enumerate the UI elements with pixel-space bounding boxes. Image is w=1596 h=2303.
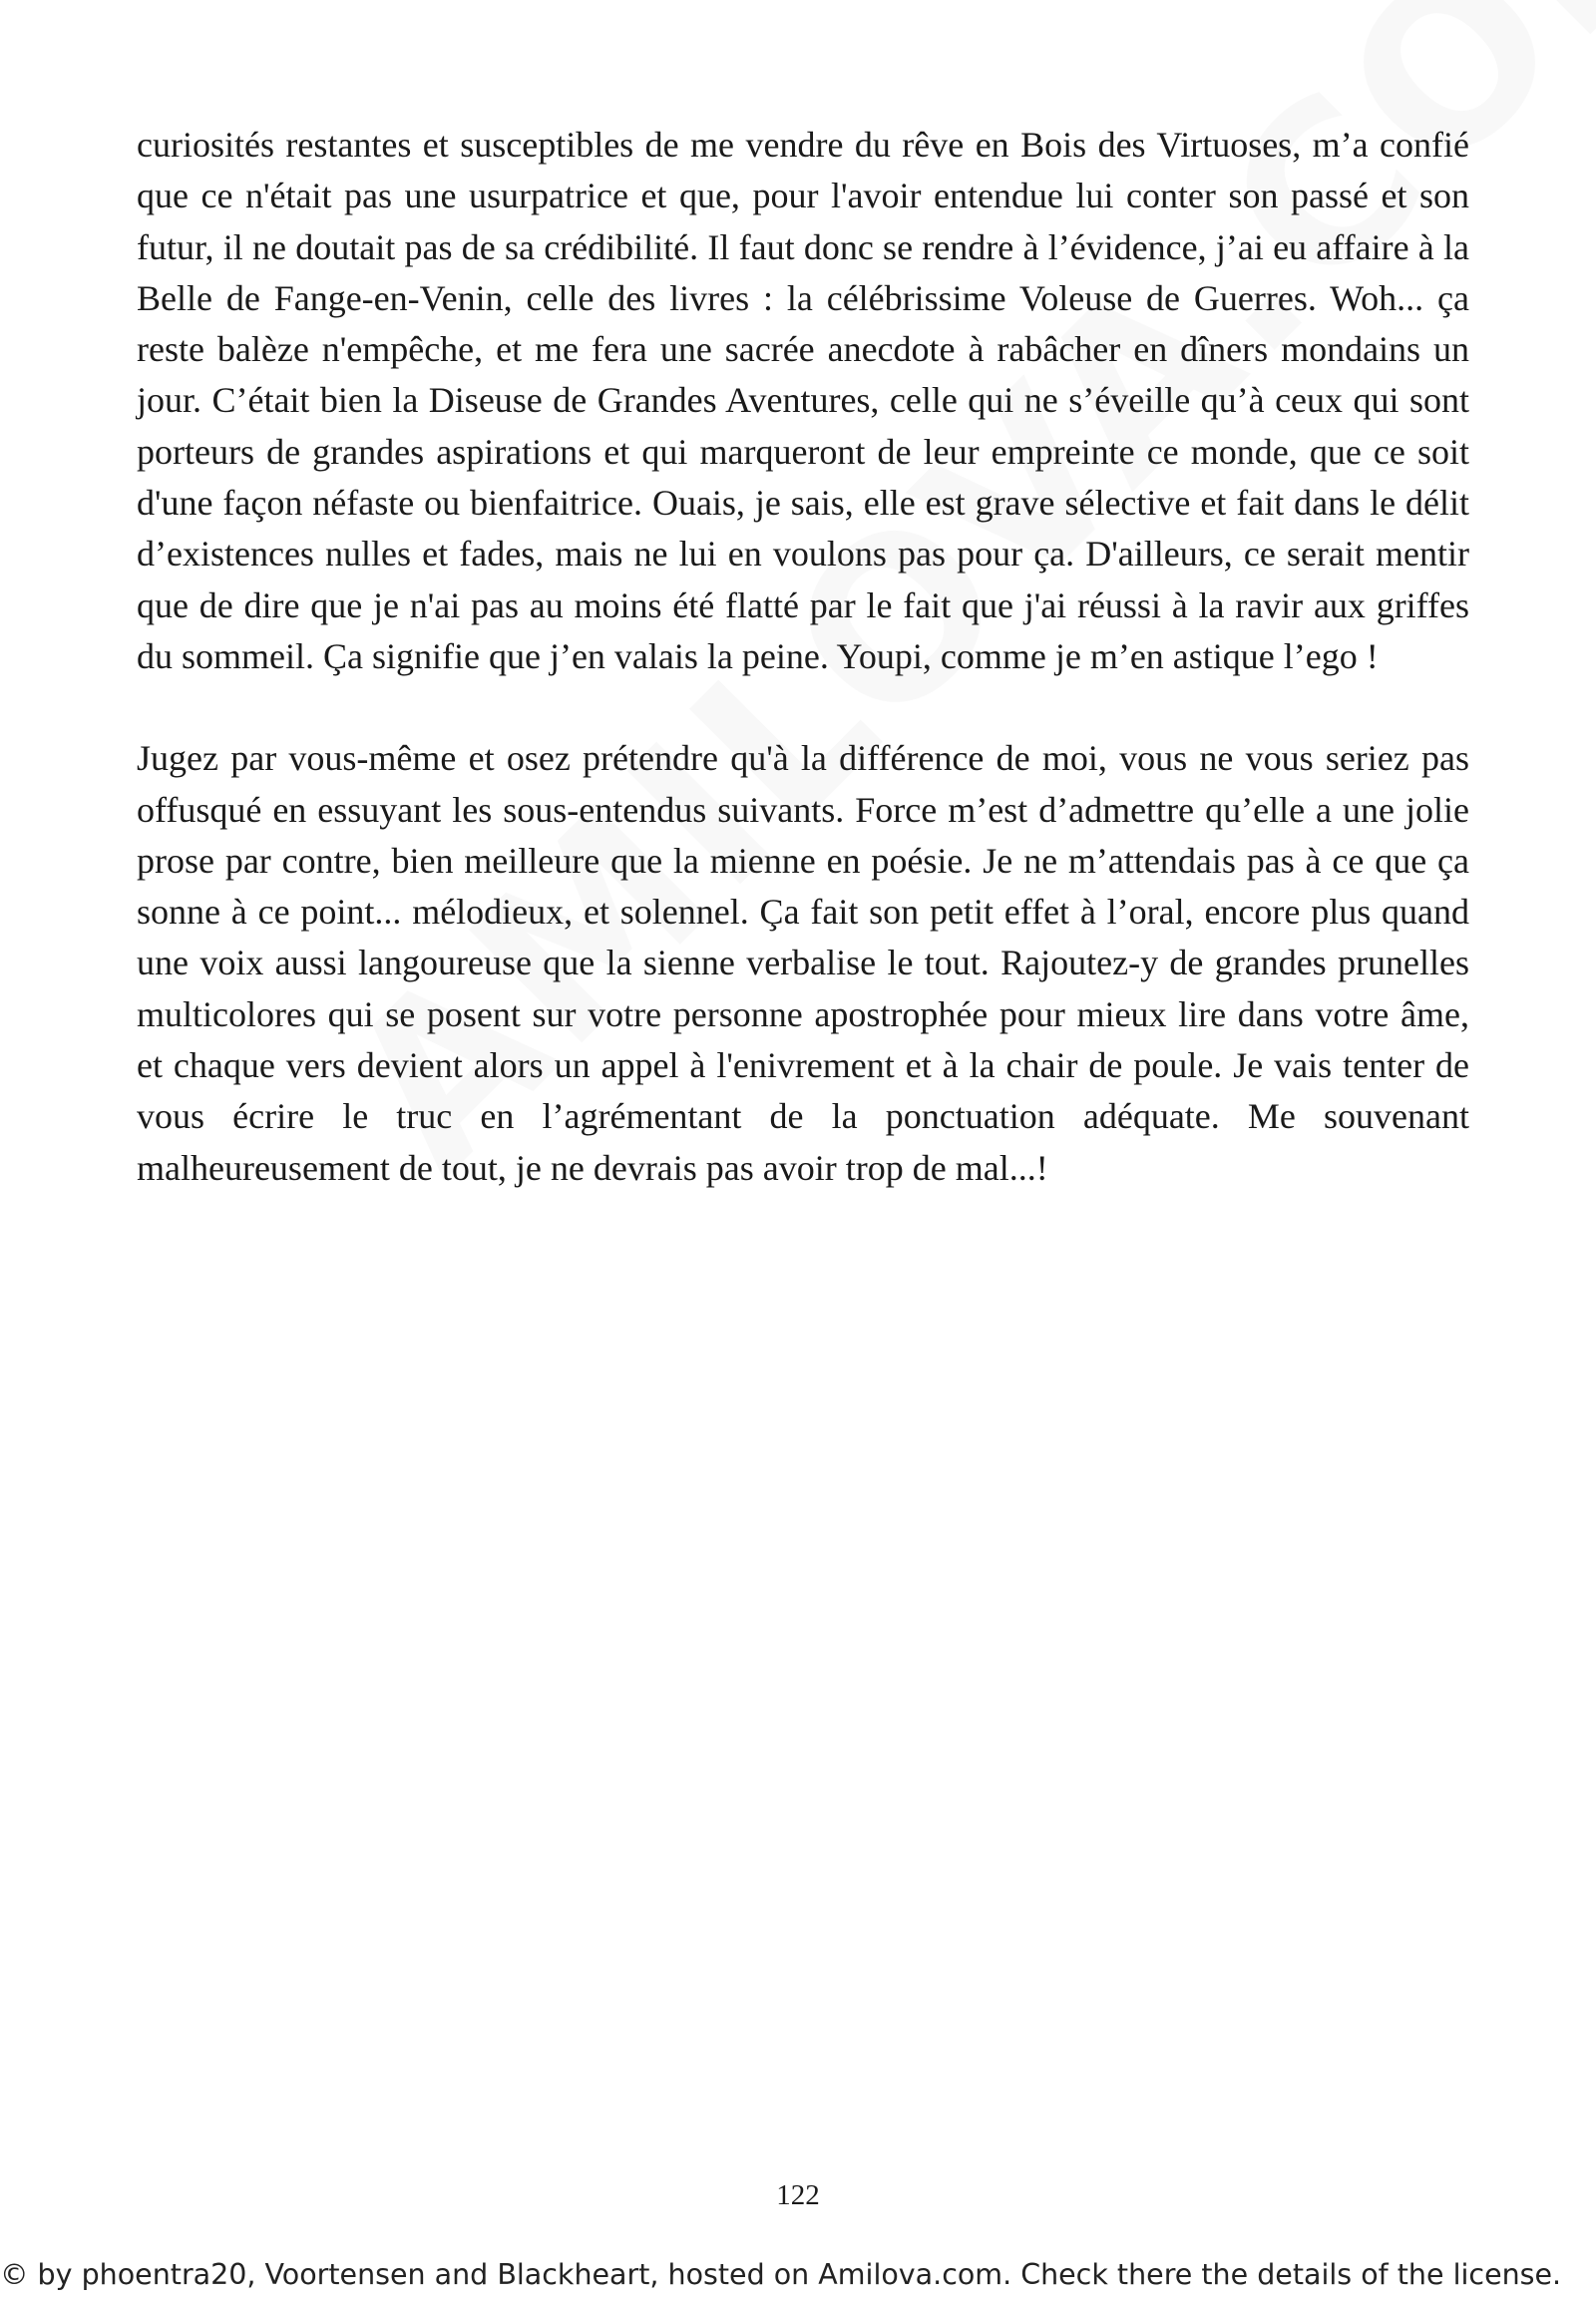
page-number: 122 [776,2179,820,2211]
body-text [137,120,1469,1194]
paragraph-2: Jugez par vous-même et osez prétendre qu'à la différence de moi, vous ne vous seriez pas offusqué en essuyant les sous-entendus suivants. Force m’est d’admettre qu’elle a une jolie prose par contre, bien meilleure que la mienne en poésie. Je ne m’attendais pas à ce que ça sonne à ce point... mélodieux, et solennel. Ça fait son petit effet à l’oral, encore plus quand une voix aussi langoureuse que la sienne verbalise le tout. Rajoutez-y de grandes prunelles multicolores qui se posent sur votre personne apostrophée pour mieux lire dans votre âme, et chaque vers devient alors un appel à l'enivrement et à la chair de poule. Je vais tenter de vous écrire le truc en l’agrémentant de la ponctuation adéquate. Me souvenant malheureusement de tout, je ne devrais pas avoir trop de mal...! [137,738,1469,1188]
paragraph-1: curiosités restantes et susceptibles de me vendre du rêve en Bois des Virtuoses, m’a confié que ce n'était pas une usurpatrice et que, pour l'avoir entendue lui conter son passé et son futur, il ne doutait pas de sa crédibilité. Il faut donc se rendre à l’évidence, j’ai eu affaire à la Belle de Fange-en-Venin, celle des livres : la célébrissime Voleuse de Guerres. Woh... ça reste balèze n'empêche, et me fera une sacrée anecdote à rabâcher en dîners mondains un jour. C’était bien la Diseuse de Grandes Aventures, celle qui ne s’éveille qu’à ceux qui sont porteurs de grandes aspirations et qui marqueront de leur empreinte ce monde, que ce soit d'une façon néfaste ou bienfaitrice. Ouais, je sais, elle est grave sélective et fait dans le délit d’existences nulles et fades, mais ne lui en voulons pas pour ça. D'ailleurs, ce serait mentir que de dire que je n'ai pas au moins été flatté par le fait que j'ai réussi à la ravir aux griffes du sommeil. Ça signifie que j’en valais la peine. Youpi, comme je m’en astique l’ego ! [137,125,1469,676]
license-footer: © by phoentra20, Voortensen and Blackheart, hosted on Amilova.com. Check there the details of the license. [0,2258,1562,2291]
